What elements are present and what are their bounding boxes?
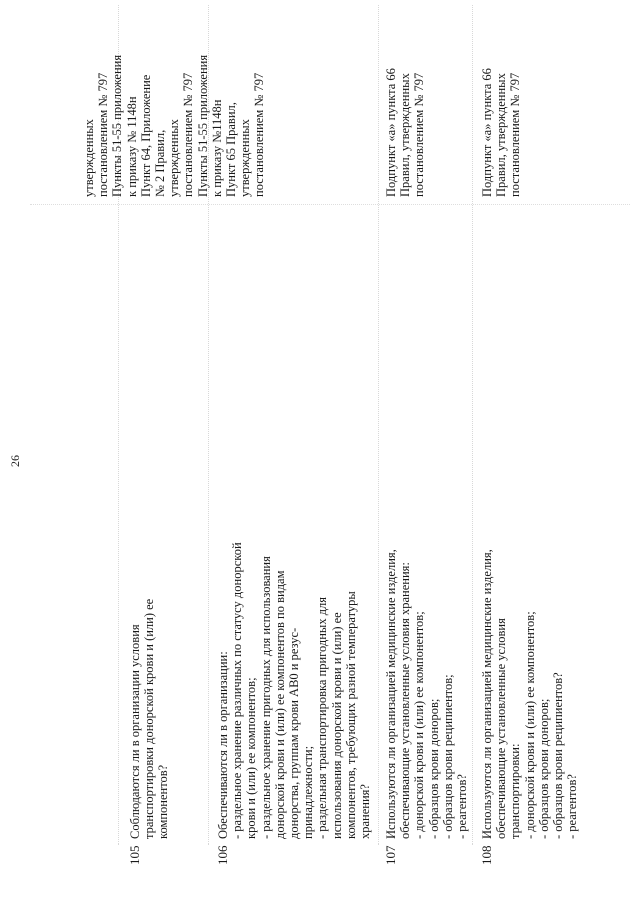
reference-line: к приказу № 1148н bbox=[124, 96, 139, 197]
reference-line: Пункты 51-55 приложения bbox=[195, 54, 210, 197]
reference-line: Пункты 51-55 приложения bbox=[110, 54, 125, 197]
row-question bbox=[216, 429, 372, 839]
question-line: - образцов крови доноров; bbox=[536, 698, 551, 839]
question-line: принадлежности; bbox=[301, 745, 316, 839]
row-number: 105 bbox=[127, 845, 142, 865]
reference-line: постановлением № 797 bbox=[252, 72, 267, 197]
question-line: - реагентов? bbox=[455, 774, 470, 839]
reference-line: Правил, утвержденных bbox=[494, 73, 509, 197]
question-line: - реагентов? bbox=[565, 774, 580, 839]
question-line: обеспечивающие установленные условия bbox=[494, 618, 509, 839]
row-number: 107 bbox=[383, 845, 398, 865]
row-number: 106 bbox=[215, 845, 230, 865]
question-line: - донорской крови и (или) ее компонентов; bbox=[412, 611, 427, 839]
reference-line: № 2 Правил, bbox=[153, 129, 168, 197]
question-line: крови и (или) ее компонентов; bbox=[244, 677, 259, 839]
question-line: хранения? bbox=[358, 784, 373, 839]
question-line: - донорской крови и (или) ее компонентов; bbox=[522, 611, 537, 839]
reference-line: утвержденных bbox=[238, 119, 253, 197]
table-column-rule bbox=[30, 204, 630, 205]
reference-line: Пункт 65 Правил, bbox=[224, 102, 239, 197]
row-question bbox=[384, 429, 469, 839]
question-line: - раздельное хранение различных по статусу донорской bbox=[230, 542, 245, 839]
reference-line: постановлением № 797 bbox=[181, 72, 196, 197]
row-question bbox=[128, 429, 171, 839]
question-line: Используются ли организацией медицинские изделия, bbox=[384, 549, 398, 839]
row-reference bbox=[384, 7, 427, 197]
question-line: использования донорской крови и (или) ее bbox=[329, 612, 344, 839]
reference-line: Подпункт «а» пункта 66 bbox=[480, 68, 494, 197]
reference-line: утвержденных bbox=[82, 119, 96, 197]
question-line: Обеспечиваются ли в организации: bbox=[216, 651, 230, 839]
question-line: Используются ли организацией медицинские изделия, bbox=[480, 549, 494, 839]
reference-line: постановлением № 797 bbox=[412, 72, 427, 197]
reference-line: Пункт 64, Приложение bbox=[138, 74, 153, 197]
reference-line: утвержденных bbox=[167, 119, 182, 197]
question-line: компонентов? bbox=[156, 764, 171, 839]
question-line: Соблюдаются ли в организации условия bbox=[128, 624, 142, 839]
question-line: транспортировки донорской крови и (или) ее bbox=[142, 598, 157, 839]
row-number: 108 bbox=[479, 845, 494, 865]
reference-line: Правил, утвержденных bbox=[398, 73, 413, 197]
reference-line: постановлением № 797 bbox=[508, 72, 523, 197]
reference-line: к приказу №1148н bbox=[209, 99, 224, 197]
question-line: донорства, группам крови AB0 и резус- bbox=[287, 627, 302, 839]
question-line: транспортировки: bbox=[508, 743, 523, 839]
question-line: - раздельное хранение пригодных для использования bbox=[258, 556, 273, 839]
row-reference bbox=[480, 7, 523, 197]
question-line: - раздельная транспортировка пригодных для bbox=[315, 596, 330, 839]
question-line: - образцов крови реципиентов? bbox=[551, 672, 566, 839]
question-line: - образцов крови доноров; bbox=[426, 698, 441, 839]
question-line: - образцов крови реципиентов; bbox=[440, 674, 455, 839]
reference-line: постановлением № 797 bbox=[96, 72, 111, 197]
table-rule bbox=[378, 5, 379, 845]
reference-line: Подпункт «а» пункта 66 bbox=[384, 68, 398, 197]
question-line: обеспечивающие установленные условия хранения: bbox=[398, 562, 413, 839]
table-rule bbox=[472, 5, 473, 845]
question-line: донорской крови и (или) ее компонентов по видам bbox=[272, 570, 287, 839]
question-line: компонентов, требующих разной температуры bbox=[343, 591, 358, 839]
row-question bbox=[480, 429, 579, 839]
carryover-reference bbox=[82, 7, 267, 197]
page-number: 26 bbox=[8, 455, 22, 467]
